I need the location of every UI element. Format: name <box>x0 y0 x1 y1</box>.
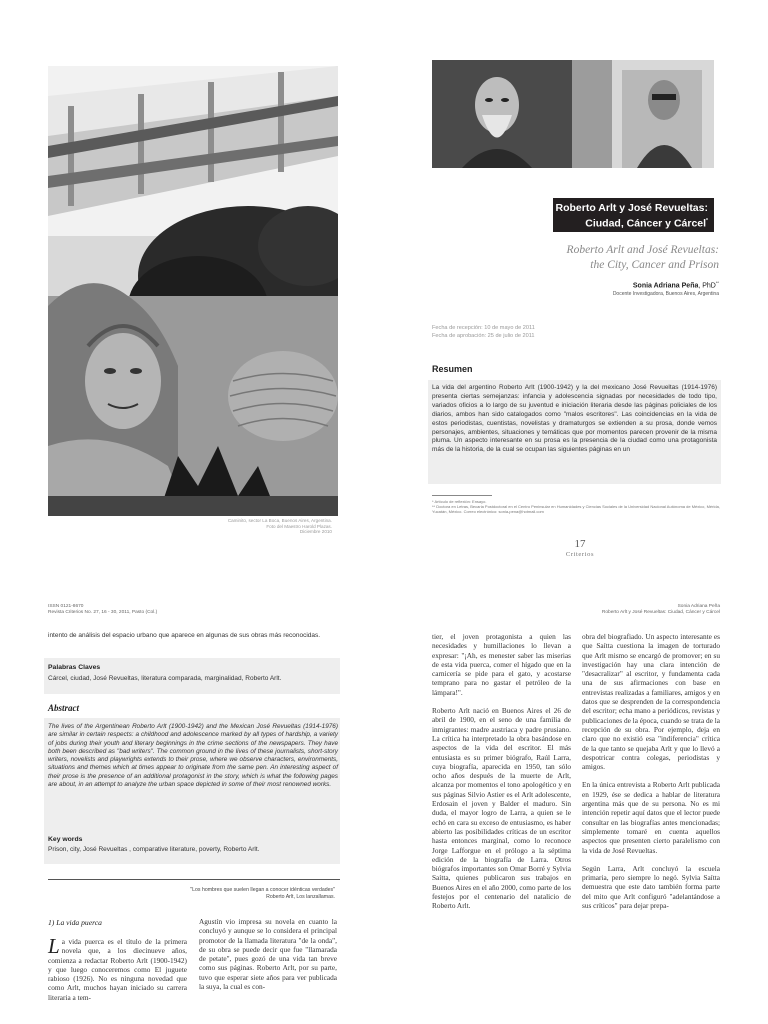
author-name <box>520 280 719 289</box>
body-column-4-paragraph-1: obra del biografiado. Un aspecto interesante es que Saítta cuestiona la imagen de torturado que Arlt mismo se encargó de promover; en su investigación hay una clara intención de "desacralizar" al escritor, y fundamenta cada una de sus afirmaciones con base en entrevistas realizadas a familiares, amigos y en datos que se desprenden de la correspondencia del escritor; echa mano a periódicos, revistas y publicaciones de la época, cuando se trata de la recepción de su obra. Por ejemplo, deja en claro que no existió esa "indiferencia" crítica de la que tanto se quejaba Arlt y que lo llevó a despotricar contra colegas, periodistas y amigos. <box>582 632 720 772</box>
footnote-rule <box>432 495 492 496</box>
section-heading: 1) La vida puerca <box>48 918 102 927</box>
body-column-4-paragraph-3: Según Larra, Arlt concluyó la escuela primaria, pero siempre lo negó. Sylvia Saítta demuestra que este dato también forma parte del mito que Arlt configuró "adelantándose a sus críticos" para dejar prepa- <box>582 863 720 911</box>
article-title-en <box>500 243 719 272</box>
resumen-continued: intento de análisis del espacio urbano que aparece en algunas de sus obras más reconocidas. <box>48 632 321 639</box>
footnotes <box>432 499 722 514</box>
journal-page-18 <box>0 596 768 1024</box>
photo-caption <box>220 518 332 535</box>
body-column-3 <box>432 632 571 911</box>
page-number: 17 <box>574 538 586 550</box>
abstract-heading: Abstract <box>48 703 80 713</box>
title-en-line-2: the City, Cancer and Prison <box>590 258 719 271</box>
title-en-line-1: Roberto Arlt and José Revueltas: <box>566 244 719 256</box>
running-header-left <box>48 604 157 616</box>
running-author: Sonia Adriana Peña <box>677 604 720 609</box>
journal-name-footer: Criterios <box>565 551 595 558</box>
resumen-heading: Resumen <box>432 364 473 374</box>
author-name-text: Sonia Adriana Peña <box>632 282 699 290</box>
photo-caption-line-1: Caminito, sector La Boca, Buenos Aires, Argentina. <box>227 518 332 523</box>
body-column-1 <box>48 934 187 1002</box>
article-title-es <box>553 198 714 232</box>
keywords-heading: Key words <box>48 836 83 843</box>
title-es-line-2: Ciudad, Cáncer y Cárcel <box>585 217 707 230</box>
body-column-1-text: a vida puerca es el título de la primera novela que, a los diecinueve años, comienza a redactar Roberto Arlt (1900-1942) y que luego conoceremos como El juguete rabioso (1926). No es ninguna novedad que como Arlt, muchos hayan iniciado su carrera literaria a tem- <box>48 937 187 1002</box>
body-column-4-paragraph-2: En la única entrevista a Roberto Arlt publicada en 1929, ése se dedica a hablar de literatura argentina más que de su persona. No es mi intención repetir aquí datos que el lector puede consultar en las biografías antes mencionadas; simplemente tomaré en cuenta aquellos aspectos que presenten cierto paralelismo con la vida de José Revueltas. <box>582 780 720 855</box>
author-affiliation: Docente Investigadora, Buenos Aires, Argentina <box>612 291 719 297</box>
journal-citation: Revista Criterios No. 27, 16 - 30, 2011, Pasto (Col.) <box>48 610 158 615</box>
footnote-2: ** Doctora en Letras, Becaria Postdoctoral en el Centro Peninsular en Humanidades y Ciencias Sociales de la Universidad Nacional Autónoma de México, Mérida, Yucatán, México. Correo electrónico: sonia-pena@hotmail.com <box>432 504 720 514</box>
title-es-line-1: Roberto Arlt y José Revueltas: <box>555 202 708 214</box>
drop-cap: L <box>48 934 60 958</box>
caminito-photo-illustration <box>48 66 338 516</box>
footnote-1: * Artículo de reflexión: Ensayo. <box>432 499 487 504</box>
page-gap <box>0 570 768 596</box>
palabras-claves-text: Cárcel, ciudad, José Revueltas, literatura comparada, marginalidad, Roberto Arlt. <box>48 675 282 682</box>
body-column-3-paragraph-1: tier, el joven protagonista a quien las necesidades y humillaciones lo llevan a expresar: "¡Ah, es menester saber las miserias de esta vida puerca, comer el hígado que en la carnicería se pide para el gato, y acostarse temprano para no gastar el petróleo de la lámpara!". <box>432 632 571 697</box>
keywords-text: Prison, city, José Revueltas , comparative literature, poverty, Roberto Arlt. <box>48 846 260 853</box>
date-received: Fecha de recepción: 10 de mayo de 2011 <box>432 325 535 331</box>
article-dates <box>432 325 535 340</box>
title-footnote-mark: * <box>706 218 708 224</box>
epigraph <box>48 887 335 901</box>
abstract-text: The lives of the Argentinean Roberto Arlt (1900-1942) and the Mexican José Revueltas (1914-1976) are similar in certain respects: a childhood and adolescence marked by all types of hardship, a variety of jobs during their youth and literary beginnings in the crime sections of the newspapers. They have both been described as "bad writers". The common ground in the lives of these journalists, short-story writers, novelists and playwrights extends to their prose, where we observe characters, environments, situations and themes which at times appear to originate from the same pen. An interesting aspect of their prose is the presence of an additional protagonist in the story, which is what the following pages are about, in an attempt to analyze the urban space depicted in some of their most renowned works. <box>48 723 338 789</box>
body-column-3-paragraph-2: Roberto Arlt nació en Buenos Aires el 26 de abril de 1900, en el seno de una familia de inmigrantes: madre austriaca y padre prusiano. La crítica ha interpretado la obra basándose en aspectos de la vida del escritor. El más entusiasta es su primer biógrafo, Raúl Larra, cuya biografía, aparecida en 1950, tan sólo ocho años después de la muerte de Arlt, alcanza por momentos el tono apologético y en sus páginas Silvio Astier es el Arlt adolescente, Erdosain el joven y Balder el maduro. Sin duda, el mayor logro de Larra, a quien se le echó en cara su exceso de entusiasmo, es haber abierto las posibilidades críticas de un escritor hasta entonces marginal, como lo reconoce Jorge Lafforgue en el prólogo a la séptima edición de la biografía de Larra. Otros biógrafos importantes son Omar Borré y Sylvia Saítta, quienes publicaron sus trabajos en Buenos Aires en el año 2000, como parte de los festejos por el centenario del natalicio de Roberto Arlt. <box>432 706 572 911</box>
section-rule <box>48 879 340 880</box>
body-column-4 <box>582 632 720 910</box>
authors-portrait-photo <box>432 60 714 168</box>
running-title: Roberto Arlt y José Revueltas: Ciudad, Cáncer y Cárcel <box>601 610 720 615</box>
body-column-2: Agustín vio impresa su novela en cuanto la concluyó y aunque se lo considera el principal promotor de la llamada literatura "de la onda", de su obra se puede decir que fue "llamarada de petate", pues gozó de una vida tan breve como sus páginas. Roberto Arlt, por su parte, tuvo que esperar siete años para ver publicada la suya, la cual es con- <box>199 917 337 992</box>
issn: ISSN 0121-8670 <box>48 604 84 609</box>
date-approved: Fecha de aprobación: 25 de julio de 2011 <box>432 332 535 339</box>
running-header-right <box>520 604 720 616</box>
resumen-text: La vida del argentino Roberto Arlt (1900-1942) y la del mexicano José Revueltas (1914-1976) presenta ciertas semejanzas: infancia y adolescencia signadas por necesidades de todo tipo, variados oficios a lo largo de su juventud e iniciación literaria desde las páginas policiales de los diarios, ambos han sido catalogados como "malos escritores". Las coincidencias en la vida de estos periodistas, cuentistas, novelistas y dramaturgos se extienden a su prosa, donde vemos personajes, ambientes, situaciones y temáticas que por momentos parecen provenir de la misma pluma. Un aspecto interesante en su prosa es la presencia de la ciudad como una protagonista más de la historia, de la cual se ocupan las siguientes páginas en un <box>428 380 721 484</box>
authors-portrait-illustration <box>432 60 714 168</box>
photo-caption-line-2: Foto del Maestro Harold Plazas. <box>266 523 332 529</box>
caminito-photo <box>48 66 338 516</box>
author-footnote-mark: ** <box>715 280 719 285</box>
epigraph-source: Roberto Arlt, Los lanzallamas. <box>266 894 335 900</box>
palabras-claves-heading: Palabras Claves <box>48 664 101 671</box>
author-degree: , PhD <box>698 282 716 290</box>
photo-caption-line-3: Diciembre 2010 <box>299 529 332 535</box>
epigraph-quote: "Los hombres que suelen llegan a conocer idénticas verdades" <box>190 887 335 893</box>
